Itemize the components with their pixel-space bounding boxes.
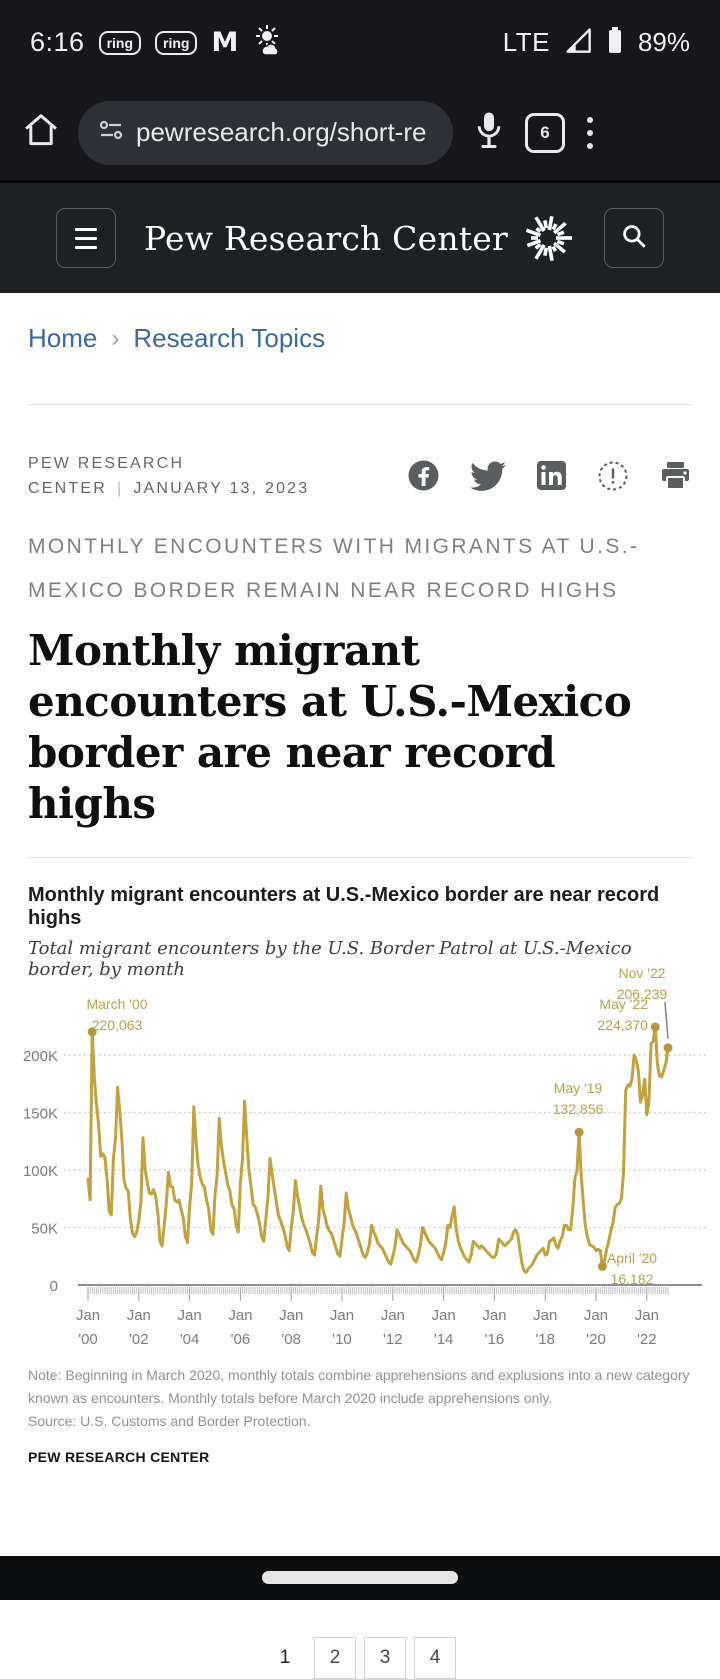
annotation-march-2000: March '00 220,063 xyxy=(86,996,148,1033)
facebook-share-icon[interactable] xyxy=(407,459,440,497)
x-axis-label: Jan '16 xyxy=(482,1307,507,1348)
search-button[interactable] xyxy=(604,208,664,268)
chart-figure xyxy=(0,884,720,1465)
chart-title: Monthly migrant encounters at U.S.-Mexico border are near record highs xyxy=(28,884,660,929)
hamburger-icon xyxy=(75,228,97,249)
voice-search-icon[interactable] xyxy=(471,110,507,155)
twitter-share-icon[interactable] xyxy=(470,461,506,496)
pagination xyxy=(0,1637,720,1679)
chart-credit: PEW RESEARCH CENTER xyxy=(28,1449,210,1465)
tab-switcher-button[interactable]: 6 xyxy=(525,113,565,153)
annotation-marker xyxy=(651,1022,660,1031)
site-logo[interactable] xyxy=(144,210,576,266)
x-axis-label: Jan '00 xyxy=(75,1307,101,1348)
weather-icon xyxy=(252,23,286,62)
annotation-may-2019: May '19 132,856 xyxy=(552,1080,604,1117)
article-meta xyxy=(28,451,692,501)
gesture-handle[interactable] xyxy=(262,1571,458,1584)
site-header xyxy=(0,180,720,293)
chart-source: Source: U.S. Customs and Border Protection. xyxy=(28,1413,311,1429)
signal-icon xyxy=(564,26,592,59)
url-text: pewresearch.org/short-re xyxy=(136,117,427,147)
x-axis-label: Jan '04 xyxy=(177,1307,202,1348)
gesture-nav-bar xyxy=(0,1556,720,1600)
site-settings-icon[interactable] xyxy=(98,119,124,146)
ring-app-icon: ring xyxy=(99,31,141,55)
breadcrumb xyxy=(28,323,720,354)
divider xyxy=(28,857,692,858)
y-axis-label: 200K xyxy=(22,1048,58,1065)
pew-logo-starburst xyxy=(520,210,576,266)
network-type-label: LTE xyxy=(502,27,550,57)
y-axis-label: 0 xyxy=(49,1278,58,1295)
y-axis-label: 100K xyxy=(22,1163,58,1180)
site-logo-text: Pew Research Center xyxy=(144,218,508,258)
chart-svg xyxy=(0,982,720,1356)
chart-line xyxy=(88,1027,668,1272)
page-button-3[interactable]: 3 xyxy=(364,1637,406,1679)
byline-line1: PEW RESEARCH xyxy=(28,455,185,472)
byline-separator: | xyxy=(116,480,124,497)
page-button-2[interactable]: 2 xyxy=(314,1637,356,1679)
breadcrumb-section-link[interactable]: Research Topics xyxy=(133,323,326,353)
annotation-marker xyxy=(575,1128,584,1137)
y-axis-label: 50K xyxy=(31,1220,58,1238)
article-kicker: MONTHLY ENCOUNTERS WITH MIGRANTS AT U.S.-MEXICO BORDER REMAIN NEAR RECORD HIGHS xyxy=(28,535,640,602)
home-icon[interactable] xyxy=(22,111,60,154)
print-icon[interactable] xyxy=(659,460,692,496)
annotation-may-2022: May '22 224,370 xyxy=(597,996,648,1033)
page-button-4[interactable]: 4 xyxy=(414,1637,456,1679)
annotation-april-2020: April '20 16,182 xyxy=(606,1250,658,1287)
browser-toolbar xyxy=(0,85,720,180)
annotation-nov-2022: Nov '22 206,239 xyxy=(616,965,668,1002)
ring-app-icon-2: ring xyxy=(155,31,197,55)
chart-subtitle: Total migrant encounters by the U.S. Border Patrol at U.S.-Mexico border, by month xyxy=(28,938,632,980)
breadcrumb-home-link[interactable]: Home xyxy=(28,323,98,353)
y-axis-label: 150K xyxy=(22,1105,58,1123)
byline-line2: CENTER xyxy=(28,480,107,497)
browser-menu-icon[interactable] xyxy=(583,113,597,153)
x-axis-label: Jan '14 xyxy=(431,1307,456,1348)
linkedin-share-icon[interactable] xyxy=(536,460,567,496)
search-icon xyxy=(619,221,649,256)
x-axis-label: Jan '20 xyxy=(583,1307,609,1348)
chevron-right-icon: › xyxy=(111,324,120,352)
gmail-icon: M xyxy=(211,27,239,58)
x-axis-label: Jan '18 xyxy=(533,1307,558,1348)
x-axis-label: Jan '10 xyxy=(329,1307,355,1348)
url-bar[interactable] xyxy=(78,101,453,165)
citation-info-icon[interactable] xyxy=(597,460,629,497)
x-axis-label: Jan '12 xyxy=(380,1307,405,1348)
x-axis-label: Jan '02 xyxy=(126,1307,151,1348)
menu-button[interactable] xyxy=(56,208,116,268)
share-icons xyxy=(407,459,692,497)
article-headline: Monthly migrant encounters at U.S.-Mexico border are near record highs xyxy=(28,626,632,828)
battery-percent-label: 89% xyxy=(637,27,690,57)
chart-note: Note: Beginning in March 2020, monthly totals combine apprehensions and explusions into a new category known as encounters. Monthly totals before March 2020 include apprehensions only. xyxy=(28,1367,690,1406)
divider xyxy=(28,404,692,405)
clock: 6:16 xyxy=(30,27,85,57)
annotation-marker xyxy=(664,1043,673,1052)
x-axis-label: Jan '22 xyxy=(634,1307,659,1348)
annotation-callout-line xyxy=(665,1002,668,1039)
chart-plot-area xyxy=(0,965,720,1356)
x-axis-label: Jan '06 xyxy=(228,1307,253,1348)
status-bar xyxy=(0,0,720,85)
page-button-1[interactable]: 1 xyxy=(279,1647,291,1668)
battery-icon xyxy=(606,25,624,60)
x-axis-label: Jan '08 xyxy=(279,1307,304,1348)
byline xyxy=(28,451,309,501)
article-date: JANUARY 13, 2023 xyxy=(133,480,310,497)
